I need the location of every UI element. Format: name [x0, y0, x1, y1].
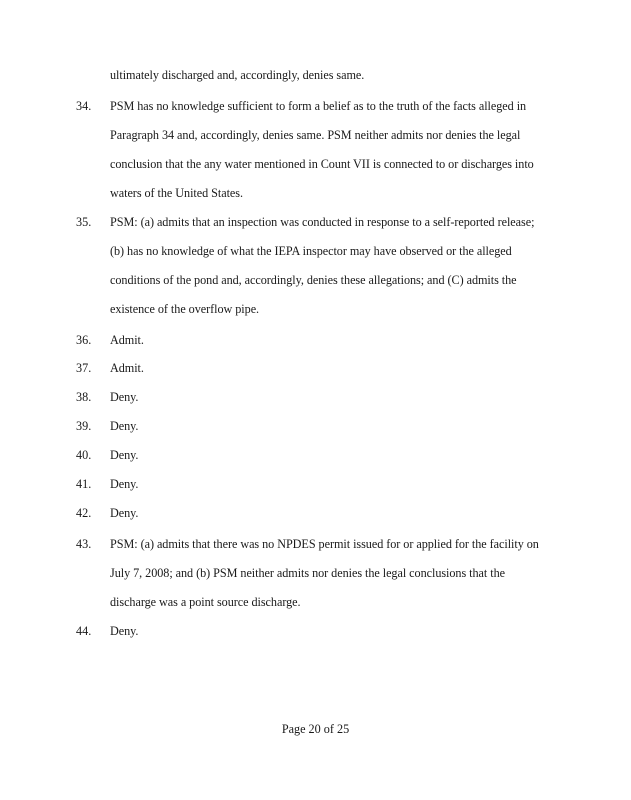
paragraph-line: Deny.	[110, 624, 139, 638]
paragraph-number: 44.	[76, 624, 92, 638]
paragraph-line: Paragraph 34 and, accordingly, denies same. PSM neither admits nor denies the legal	[110, 128, 521, 142]
paragraph-line: conclusion that the any water mentioned in Count VII is connected to or discharges into	[110, 157, 534, 171]
paragraph-line: Admit.	[110, 333, 144, 347]
paragraph-line: PSM: (a) admits that an inspection was conducted in response to a self-reported release;	[110, 215, 535, 229]
paragraph-line: (b) has no knowledge of what the IEPA inspector may have observed or the alleged	[110, 244, 512, 258]
paragraph-line: existence of the overflow pipe.	[110, 302, 260, 316]
paragraph-line: July 7, 2008; and (b) PSM neither admits nor denies the legal conclusions that the	[110, 566, 505, 580]
paragraph-line: discharge was a point source discharge.	[110, 595, 301, 609]
paragraph-line: Admit.	[110, 361, 144, 375]
paragraph-number: 42.	[76, 506, 92, 520]
paragraph-line: waters of the United States.	[110, 186, 243, 200]
paragraph-number: 36.	[76, 333, 92, 347]
page-footer: Page 20 of 25	[281, 722, 350, 736]
paragraph-number: 34.	[76, 99, 92, 113]
paragraph-number: 40.	[76, 448, 92, 462]
paragraph-line: PSM has no knowledge sufficient to form a belief as to the truth of the facts alleged in	[110, 99, 527, 113]
paragraph-line: Deny.	[110, 506, 139, 520]
paragraph-number: 43.	[76, 537, 92, 551]
continuation-line: ultimately discharged and, accordingly, denies same.	[110, 68, 365, 82]
paragraph-line: PSM: (a) admits that there was no NPDES permit issued for or applied for the facility on	[110, 537, 539, 551]
paragraph-number: 35.	[76, 215, 92, 229]
paragraph-line: Deny.	[110, 448, 139, 462]
paragraph-line: Deny.	[110, 477, 139, 491]
paragraph-number: 41.	[76, 477, 92, 491]
paragraph-line: Deny.	[110, 419, 139, 433]
paragraph-line: conditions of the pond and, accordingly, denies these allegations; and (C) admits the	[110, 273, 517, 287]
paragraph-number: 37.	[76, 361, 92, 375]
paragraph-number: 38.	[76, 390, 92, 404]
paragraph-number: 39.	[76, 419, 92, 433]
paragraph-line: Deny.	[110, 390, 139, 404]
